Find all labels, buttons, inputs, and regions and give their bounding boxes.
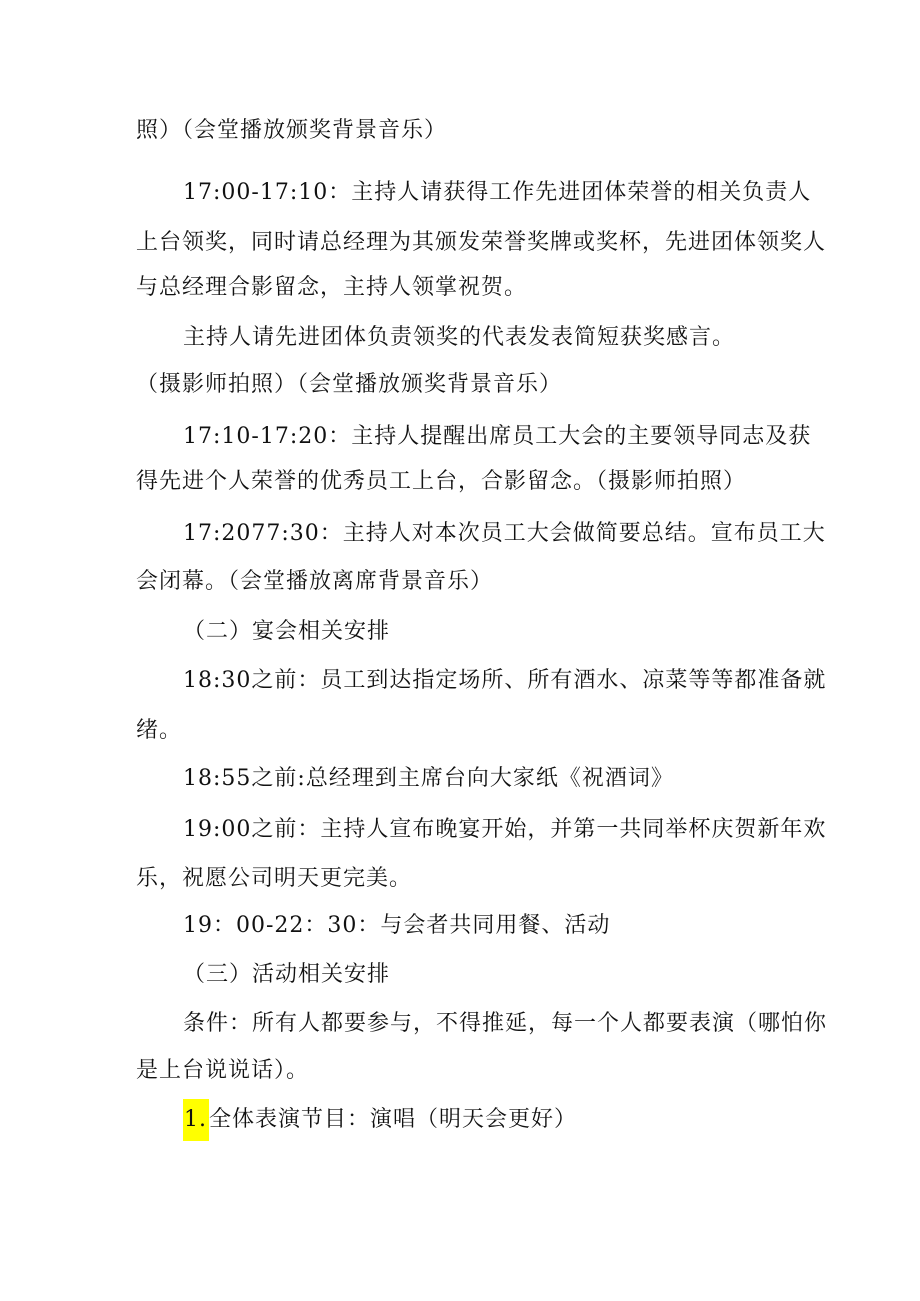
text-line: 与总经理合影留念，主持人领掌祝贺。 — [136, 275, 528, 300]
text-line: 照）（会堂播放颁奖背景音乐） — [136, 118, 448, 143]
list-item-text: 全体表演节目：演唱（明天会更好） — [209, 1107, 578, 1132]
text-line: 绪。 — [136, 718, 183, 743]
text-line: 19:00之前：主持人宣布晚宴开始，并第一共同举杯庆贺新年欢 — [183, 817, 827, 842]
text-line: （摄影师拍照）（会堂播放颁奖背景音乐） — [136, 372, 563, 397]
text-line: 得先进个人荣誉的优秀员工上台，合影留念。（摄影师拍照） — [136, 469, 747, 494]
text-line: 17:10-17:20：主持人提醒出席员工大会的主要领导同志及获 — [183, 424, 812, 449]
text-line: 乐，祝愿公司明天更完美。 — [136, 866, 413, 891]
text-line: 会闭幕。（会堂播放离席背景音乐） — [136, 569, 494, 594]
text-line: 19：00-22：30：与会者共同用餐、活动 — [183, 913, 611, 938]
text-line: 17:00-17:10：主持人请获得工作先进团体荣誉的相关负责人 — [183, 180, 812, 205]
text-line: 条件：所有人都要参与，不得推延，每一个人都要表演（哪怕你 — [183, 1011, 828, 1036]
text-line: 18:55之前:总经理到主席台向大家纸《祝酒词》 — [183, 766, 674, 791]
list-item — [183, 1105, 577, 1135]
section-heading: （二）宴会相关安排 — [183, 619, 391, 644]
text-line: 18:30之前：员工到达指定场所、所有酒水、凉菜等等都准备就 — [183, 668, 827, 693]
highlighted-list-marker: 1. — [183, 1099, 209, 1141]
text-line: 主持人请先进团体负责领奖的代表发表简短获奖感言。 — [183, 325, 736, 350]
text-line: 是上台说说话）。 — [136, 1058, 310, 1083]
text-line: 上台领奖，同时请总经理为其颁发荣誉奖牌或奖杯，先进团体领奖人 — [136, 230, 827, 255]
section-heading: （三）活动相关安排 — [183, 962, 391, 987]
text-line: 17:2077:30：主持人对本次员工大会做简要总结。宣布员工大 — [183, 521, 826, 546]
